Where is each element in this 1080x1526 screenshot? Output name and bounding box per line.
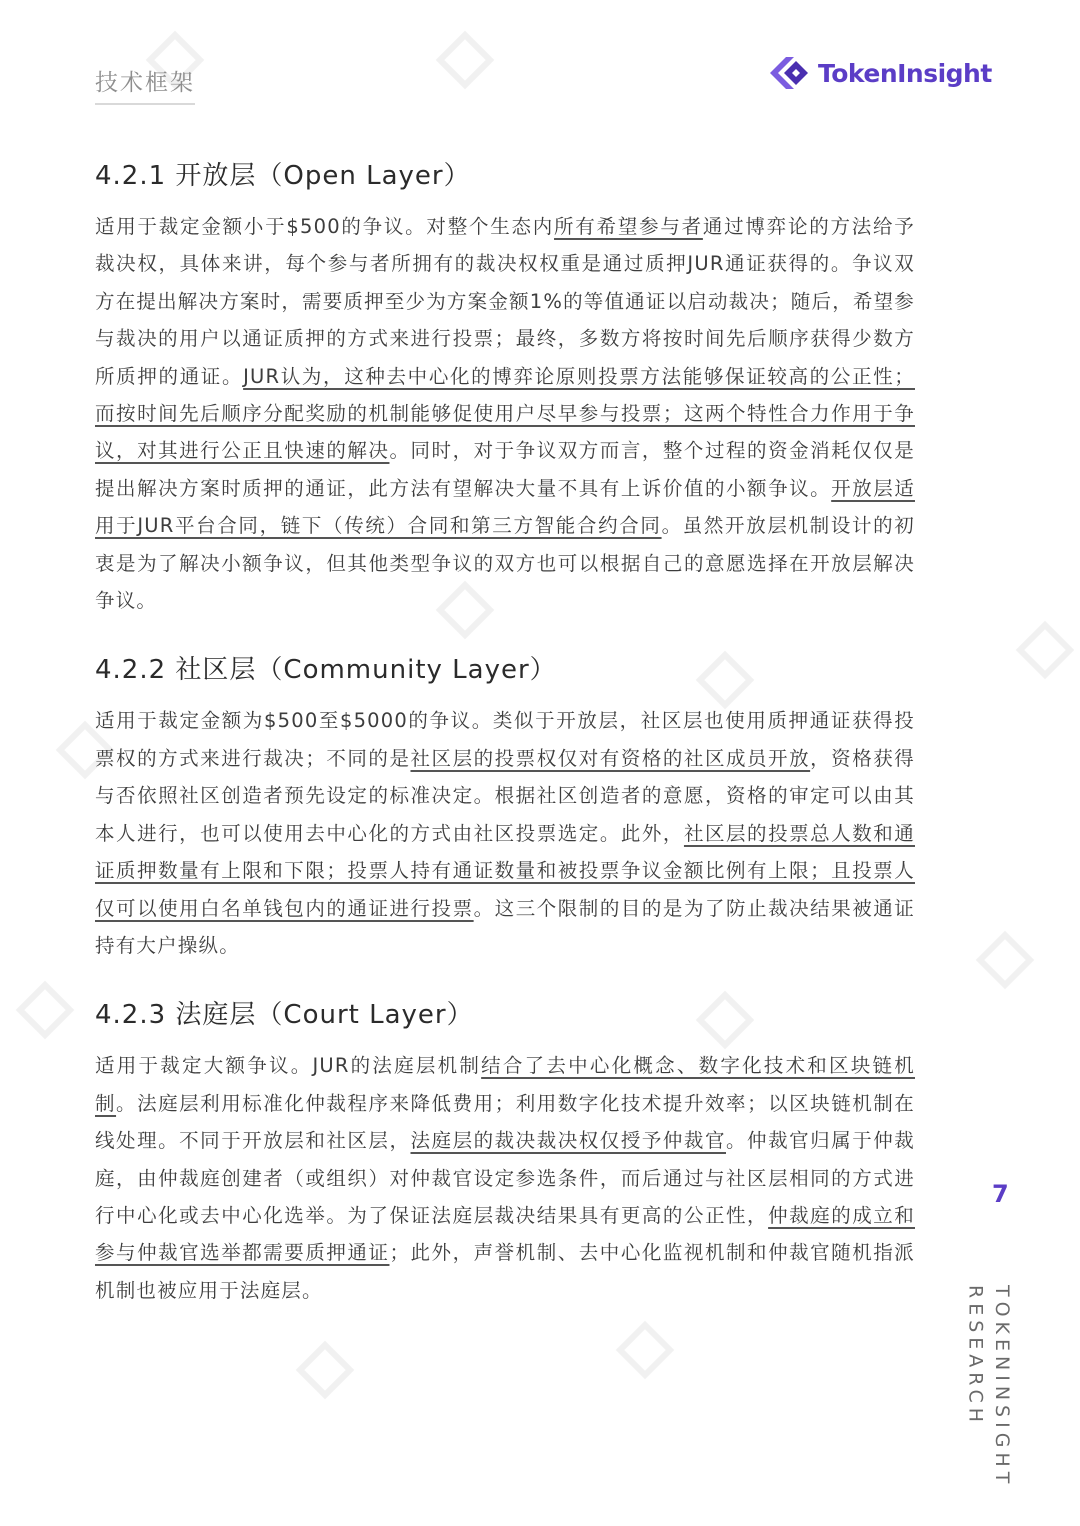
- text-run: 适用于裁定金额为$500至$5000的争议。类似于开放层，社区层也使用质押通证获得投票权的方式来进行裁决；不同的是: [95, 709, 915, 770]
- section-title: 4.2.3 法庭层（Court Layer）: [95, 1000, 474, 1031]
- section-court-layer: [95, 994, 915, 1309]
- tokeninsight-logo-icon: [766, 52, 812, 94]
- side-brand-line2: RESEARCH: [964, 1285, 987, 1428]
- text-run: 适用于裁定大额争议。JUR的法庭层机制: [95, 1054, 482, 1078]
- section-open-layer: [95, 155, 915, 619]
- text-run: 。这三个限制的目的是为了防止裁决结果被通证持有大户操纵。: [95, 896, 916, 957]
- section-title: 4.2.2 社区层（Community Layer）: [95, 655, 557, 686]
- section-paragraph: [95, 1047, 915, 1309]
- underlined-text: 结合了去中心化概念、数字化技术和区块链机制: [95, 1054, 915, 1115]
- underlined-text: 法庭层的裁决裁决权仅授予仲裁官: [410, 1129, 726, 1153]
- section-paragraph: [95, 702, 915, 964]
- text-run: 。同时，对于争议双方而言，整个过程的资金消耗仅仅是提出解决方案时质押的通证，此方法有望解决大量不具有上诉价值的小额争议。: [95, 439, 915, 500]
- underlined-text: 社区层的投票总人数和通证质押数量有上限和下限；投票人持有通证数量和被投票争议金额比例有上限；且投票人仅可以使用白名单钱包内的通证进行投票: [95, 821, 915, 920]
- section-title: 4.2.1 开放层（Open Layer）: [95, 161, 471, 191]
- section-paragraph: [95, 208, 915, 619]
- underlined-text: 所有希望参与者: [554, 215, 703, 238]
- main-content: [95, 155, 915, 1339]
- section-community-layer: [95, 649, 915, 964]
- page-number: 7: [992, 1180, 1009, 1208]
- text-run: 适用于裁定金额小于$500的争议。对整个生态内: [95, 215, 555, 238]
- brand-logo: [766, 52, 992, 94]
- text-run: 通过博弈论的方法给予裁决权，具体来讲，每个参与者所拥有的裁决权权重是通过质押JUR通证获得的。争议双方在提出解决方案时，需要质押至少为方案金额1%的等值通证以启动裁决；随后，希望参与裁决的用户以通证质押的方式来进行投票；最终，多数方将按时间先后顺序获得少数方所质押的通证。: [95, 215, 915, 388]
- text-run: ；此外，声誉机制、去中心化监视机制和仲裁官随机指派机制也被应用于法庭层。: [95, 1241, 915, 1302]
- text-run: 。仲裁官归属于仲裁庭，由仲裁庭创建者（或组织）对仲裁官设定参选条件，而后通过与社区层相同的方式进行中心化或去中心化选举。为了保证法庭层裁决结果具有更高的公正性，: [95, 1129, 915, 1227]
- underlined-text: 开放层适用于JUR平台合同，链下（传统）合同和第三方智能合约合同: [95, 476, 915, 538]
- side-brand-line1: TOKENINSIGHT: [991, 1285, 1014, 1489]
- underlined-text: JUR认为，这种去中心化的博弈论原则投票方法能够保证较高的公正性；而按时间先后顺序分配奖励的机制能够促使用户尽早参与投票；这两个特性合力作用于争议，对其进行公正且快速的解决: [95, 364, 915, 463]
- section-label: 技术框架: [95, 64, 195, 105]
- underlined-text: 仲裁庭的成立和参与仲裁官选举都需要质押通证: [95, 1203, 915, 1265]
- text-run: 。法庭层利用标准化仲裁程序来降低费用；利用数字化技术提升效率；以区块链机制在线处理。不同于开放层和社区层，: [95, 1091, 916, 1153]
- text-run: ，资格获得与否依照社区创造者预先设定的标准决定。根据社区创造者的意愿，资格的审定可以由其本人进行，也可以使用去中心化的方式由社区投票选定。此外，: [95, 746, 915, 845]
- text-run: 。虽然开放层机制设计的初衷是为了解决小额争议，但其他类型争议的双方也可以根据自己的意愿选择在开放层解决争议。: [95, 514, 915, 613]
- underlined-text: 社区层的投票权仅对有资格的社区成员开放: [410, 746, 811, 770]
- side-brand: [962, 1285, 1015, 1488]
- brand-name: TokenInsight: [818, 58, 992, 88]
